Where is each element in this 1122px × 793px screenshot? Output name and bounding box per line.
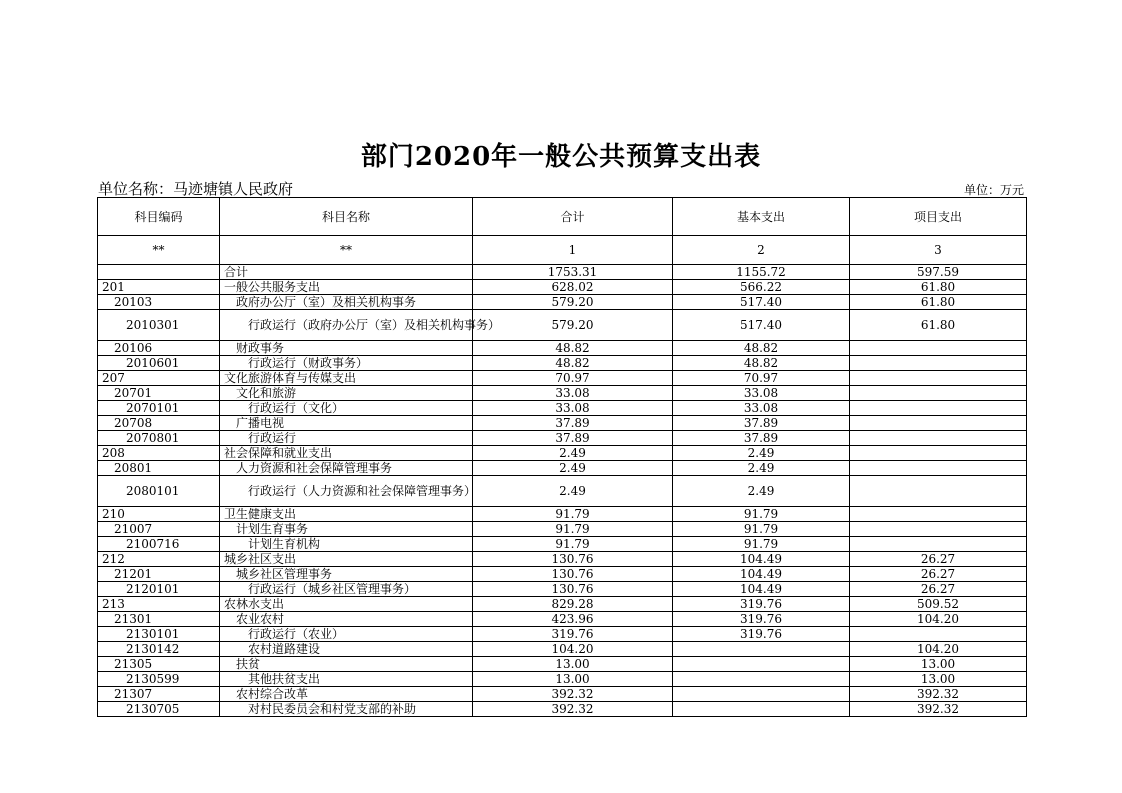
table-row: [98, 295, 1027, 310]
subject-name-cell: 农业农村: [220, 612, 473, 627]
total-cell: 130.76: [473, 552, 673, 567]
table-row: [98, 476, 1027, 507]
basic-expense-cell: 2.49: [673, 446, 850, 461]
project-expense-cell: [850, 461, 1027, 476]
subject-name-cell: 城乡社区支出: [220, 552, 473, 567]
subject-code-cell: 20701: [98, 386, 220, 401]
project-expense-cell: 26.27: [850, 582, 1027, 597]
total-cell: 628.02: [473, 280, 673, 295]
basic-expense-cell: 91.79: [673, 537, 850, 552]
project-expense-cell: 104.20: [850, 612, 1027, 627]
table-row: [98, 522, 1027, 537]
basic-expense-cell: 319.76: [673, 597, 850, 612]
currency-unit-label: 单位：万元: [963, 183, 1024, 197]
subject-code-cell: 2100716: [98, 537, 220, 552]
project-expense-cell: [850, 401, 1027, 416]
project-expense-cell: 509.52: [850, 597, 1027, 612]
table-row: [98, 265, 1027, 280]
table-row: [98, 672, 1027, 687]
basic-expense-cell: 33.08: [673, 401, 850, 416]
basic-expense-cell: 517.40: [673, 310, 850, 341]
table-row: [98, 582, 1027, 597]
project-expense-cell: 13.00: [850, 672, 1027, 687]
project-expense-cell: 104.20: [850, 642, 1027, 657]
table-row: [98, 461, 1027, 476]
subject-code-cell: [98, 265, 220, 280]
subject-name-cell: 行政运行（文化）: [220, 401, 473, 416]
basic-expense-cell: 37.89: [673, 431, 850, 446]
table-row: [98, 657, 1027, 672]
table-row: [98, 341, 1027, 356]
table-header-row: [98, 198, 1027, 236]
total-cell: 130.76: [473, 582, 673, 597]
subject-name-cell: 一般公共服务支出: [220, 280, 473, 295]
subject-name-cell: 扶贫: [220, 657, 473, 672]
total-cell: 829.28: [473, 597, 673, 612]
subject-name-cell: 对村民委员会和村党支部的补助: [220, 702, 473, 717]
basic-expense-cell: 91.79: [673, 522, 850, 537]
subject-name-cell: 行政运行（城乡社区管理事务）: [220, 582, 473, 597]
header-basic-expense: 基本支出: [673, 198, 850, 236]
total-cell: 392.32: [473, 687, 673, 702]
basic-expense-cell: 37.89: [673, 416, 850, 431]
subject-code-cell: 213: [98, 597, 220, 612]
table-row: [98, 416, 1027, 431]
total-cell: 33.08: [473, 386, 673, 401]
subject-name-cell: 行政运行（政府办公厅（室）及相关机构事务）: [220, 310, 473, 341]
total-cell: 2.49: [473, 446, 673, 461]
basic-expense-cell: [673, 672, 850, 687]
subject-code-cell: 212: [98, 552, 220, 567]
header-project-expense: 项目支出: [850, 198, 1027, 236]
table-row: [98, 702, 1027, 717]
basic-expense-cell: 566.22: [673, 280, 850, 295]
subject-code-cell: 2070801: [98, 431, 220, 446]
index-cell: 3: [850, 236, 1027, 265]
basic-expense-cell: [673, 702, 850, 717]
subject-code-cell: 20801: [98, 461, 220, 476]
index-cell: **: [220, 236, 473, 265]
subject-code-cell: 20103: [98, 295, 220, 310]
subject-code-cell: 2130101: [98, 627, 220, 642]
total-cell: 13.00: [473, 657, 673, 672]
total-cell: 70.97: [473, 371, 673, 386]
basic-expense-cell: 70.97: [673, 371, 850, 386]
project-expense-cell: [850, 476, 1027, 507]
total-cell: 37.89: [473, 416, 673, 431]
subject-code-cell: 2130599: [98, 672, 220, 687]
project-expense-cell: [850, 627, 1027, 642]
subject-name-cell: 行政运行（人力资源和社会保障管理事务）: [220, 476, 473, 507]
table-row: [98, 687, 1027, 702]
basic-expense-cell: [673, 657, 850, 672]
total-cell: 33.08: [473, 401, 673, 416]
project-expense-cell: 392.32: [850, 702, 1027, 717]
project-expense-cell: [850, 386, 1027, 401]
subject-name-cell: 社会保障和就业支出: [220, 446, 473, 461]
subject-name-cell: 行政运行: [220, 431, 473, 446]
subject-name-cell: 卫生健康支出: [220, 507, 473, 522]
total-cell: 2.49: [473, 476, 673, 507]
table-row: [98, 310, 1027, 341]
project-expense-cell: 26.27: [850, 552, 1027, 567]
table-row: [98, 401, 1027, 416]
project-expense-cell: 61.80: [850, 310, 1027, 341]
total-cell: 91.79: [473, 507, 673, 522]
subject-code-cell: 207: [98, 371, 220, 386]
index-cell: **: [98, 236, 220, 265]
subject-name-cell: 其他扶贫支出: [220, 672, 473, 687]
total-cell: 319.76: [473, 627, 673, 642]
total-cell: 91.79: [473, 537, 673, 552]
project-expense-cell: [850, 371, 1027, 386]
unit-name-label: 单位名称：马迹塘镇人民政府: [98, 180, 294, 198]
total-cell: 579.20: [473, 295, 673, 310]
project-expense-cell: 61.80: [850, 280, 1027, 295]
table-row: [98, 507, 1027, 522]
table-row: [98, 627, 1027, 642]
subject-name-cell: 文化和旅游: [220, 386, 473, 401]
table-row: [98, 552, 1027, 567]
basic-expense-cell: [673, 687, 850, 702]
subject-name-cell: 城乡社区管理事务: [220, 567, 473, 582]
page-title: 部门2020年一般公共预算支出表: [360, 142, 762, 172]
total-cell: 104.20: [473, 642, 673, 657]
subject-code-cell: 21201: [98, 567, 220, 582]
basic-expense-cell: 2.49: [673, 461, 850, 476]
subject-name-cell: 广播电视: [220, 416, 473, 431]
subject-code-cell: 208: [98, 446, 220, 461]
basic-expense-cell: 1155.72: [673, 265, 850, 280]
basic-expense-cell: 104.49: [673, 567, 850, 582]
basic-expense-cell: 517.40: [673, 295, 850, 310]
basic-expense-cell: 319.76: [673, 627, 850, 642]
basic-expense-cell: 48.82: [673, 341, 850, 356]
project-expense-cell: 392.32: [850, 687, 1027, 702]
subject-code-cell: 2010301: [98, 310, 220, 341]
table-row: [98, 386, 1027, 401]
basic-expense-cell: 48.82: [673, 356, 850, 371]
project-expense-cell: [850, 341, 1027, 356]
total-cell: 2.49: [473, 461, 673, 476]
project-expense-cell: [850, 356, 1027, 371]
project-expense-cell: [850, 537, 1027, 552]
subject-code-cell: 21305: [98, 657, 220, 672]
budget-table: [97, 197, 1027, 717]
total-cell: 392.32: [473, 702, 673, 717]
table-row: [98, 356, 1027, 371]
index-cell: 2: [673, 236, 850, 265]
table-index-row: [98, 236, 1027, 265]
total-cell: 91.79: [473, 522, 673, 537]
subject-name-cell: 计划生育事务: [220, 522, 473, 537]
project-expense-cell: [850, 522, 1027, 537]
table-row: [98, 371, 1027, 386]
basic-expense-cell: [673, 642, 850, 657]
total-cell: 37.89: [473, 431, 673, 446]
subject-name-cell: 文化旅游体育与传媒支出: [220, 371, 473, 386]
subject-name-cell: 农村综合改革: [220, 687, 473, 702]
project-expense-cell: 61.80: [850, 295, 1027, 310]
total-cell: 423.96: [473, 612, 673, 627]
subject-code-cell: 21301: [98, 612, 220, 627]
project-expense-cell: 13.00: [850, 657, 1027, 672]
header-total: 合计: [473, 198, 673, 236]
subject-name-cell: 农林水支出: [220, 597, 473, 612]
subject-code-cell: 20106: [98, 341, 220, 356]
table-row: [98, 446, 1027, 461]
basic-expense-cell: 104.49: [673, 552, 850, 567]
total-cell: 1753.31: [473, 265, 673, 280]
basic-expense-cell: 319.76: [673, 612, 850, 627]
subject-name-cell: 行政运行（农业）: [220, 627, 473, 642]
subject-name-cell: 财政事务: [220, 341, 473, 356]
table-row: [98, 642, 1027, 657]
subject-name-cell: 行政运行（财政事务）: [220, 356, 473, 371]
project-expense-cell: [850, 507, 1027, 522]
subject-code-cell: 2010601: [98, 356, 220, 371]
table-row: [98, 567, 1027, 582]
table-body: [98, 265, 1027, 717]
subject-code-cell: 210: [98, 507, 220, 522]
subject-code-cell: 2080101: [98, 476, 220, 507]
subject-name-cell: 人力资源和社会保障管理事务: [220, 461, 473, 476]
subject-code-cell: 201: [98, 280, 220, 295]
subject-name-cell: 合计: [220, 265, 473, 280]
subject-code-cell: 2130705: [98, 702, 220, 717]
total-cell: 130.76: [473, 567, 673, 582]
project-expense-cell: 597.59: [850, 265, 1027, 280]
subject-name-cell: 政府办公厅（室）及相关机构事务: [220, 295, 473, 310]
basic-expense-cell: 104.49: [673, 582, 850, 597]
project-expense-cell: [850, 431, 1027, 446]
table-row: [98, 280, 1027, 295]
table-row: [98, 597, 1027, 612]
subject-code-cell: 21307: [98, 687, 220, 702]
header-subject-name: 科目名称: [220, 198, 473, 236]
subject-code-cell: 20708: [98, 416, 220, 431]
table-row: [98, 537, 1027, 552]
subject-name-cell: 计划生育机构: [220, 537, 473, 552]
subject-code-cell: 2130142: [98, 642, 220, 657]
table-row: [98, 431, 1027, 446]
subject-code-cell: 2070101: [98, 401, 220, 416]
project-expense-cell: [850, 416, 1027, 431]
project-expense-cell: 26.27: [850, 567, 1027, 582]
total-cell: 13.00: [473, 672, 673, 687]
total-cell: 579.20: [473, 310, 673, 341]
basic-expense-cell: 91.79: [673, 507, 850, 522]
total-cell: 48.82: [473, 341, 673, 356]
project-expense-cell: [850, 446, 1027, 461]
subject-code-cell: 2120101: [98, 582, 220, 597]
subject-code-cell: 21007: [98, 522, 220, 537]
basic-expense-cell: 33.08: [673, 386, 850, 401]
subject-name-cell: 农村道路建设: [220, 642, 473, 657]
header-subject-code: 科目编码: [98, 198, 220, 236]
basic-expense-cell: 2.49: [673, 476, 850, 507]
table-row: [98, 612, 1027, 627]
total-cell: 48.82: [473, 356, 673, 371]
index-cell: 1: [473, 236, 673, 265]
